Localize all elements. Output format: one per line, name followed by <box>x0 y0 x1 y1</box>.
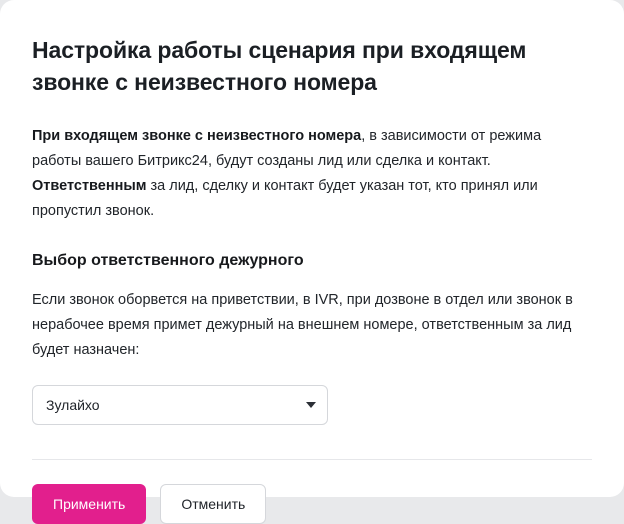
select-value[interactable]: Зулайхо <box>32 385 328 425</box>
apply-button[interactable]: Применить <box>32 484 146 524</box>
section-description: Если звонок оборвется на приветствии, в IVR, при дозвоне в отдел или звонок в нерабочее время примет дежурный на внешнем номере, ответственным за лид будет назначен: <box>32 292 573 358</box>
intro-bold-lead: При входящем звонке с неизвестного номера <box>32 128 362 144</box>
section-title: Выбор ответственного дежурного <box>32 252 304 269</box>
cancel-button[interactable]: Отменить <box>160 484 266 524</box>
page-title: Настройка работы сценария при входящем звонке с неизвестного номера <box>32 37 527 95</box>
dialog-actions <box>32 484 592 524</box>
intro-text-middle: , в зависимости от режима работы вашего Битрикс24, будут созданы лид или сделка и контакт. <box>32 128 542 169</box>
divider <box>32 459 592 460</box>
intro-bold-mid: Ответственным <box>32 178 147 194</box>
intro-paragraph <box>32 124 592 224</box>
responsible-user-select[interactable] <box>32 385 328 425</box>
intro-text-tail: за лид, сделку и контакт будет указан тот, кто принял или пропустил звонок. <box>32 178 538 219</box>
